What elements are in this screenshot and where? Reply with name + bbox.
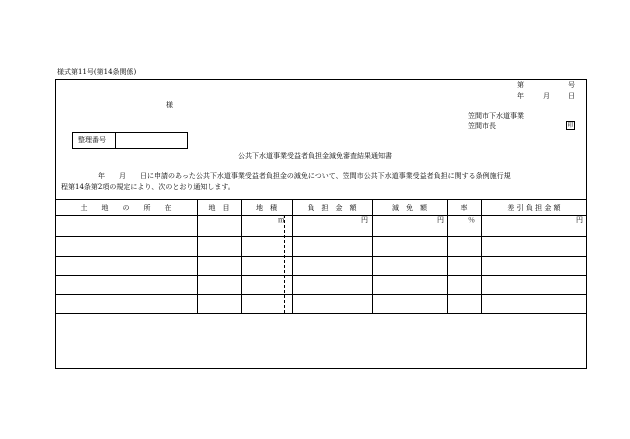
issuer-org: 笠間市下水道事業 <box>468 112 524 120</box>
body-line-2: 程第14条第2項の規定により、次のとおり通知します。 <box>61 183 235 191</box>
header-area: 地 積 <box>256 204 277 212</box>
table-col-line <box>292 199 293 313</box>
body-line-1: 年 月 日に申請のあった公共下水道事業受益者負担金の減免について、笠間市公共下水道事業受益者負担に関する条例施行規 <box>98 172 511 180</box>
table-row-line <box>55 236 587 237</box>
header-net: 差 引 負 担 金 額 <box>507 204 561 212</box>
document-title: 公共下水道事業受益者負担金減免審査結果通知書 <box>238 152 392 160</box>
header-charge: 負 担 金 額 <box>307 204 357 212</box>
ref-number-divider <box>115 132 116 149</box>
form-frame <box>55 79 587 369</box>
ref-number-label: 整理番号 <box>78 136 106 144</box>
unit-rate: ％ <box>468 216 475 224</box>
date-month-label: 月 <box>543 92 550 100</box>
table-row-line <box>55 275 587 276</box>
doc-number-suffix: 号 <box>568 81 575 89</box>
table-bottom-line <box>55 313 587 314</box>
unit-net: 円 <box>576 216 583 224</box>
header-location: 土 地 の 所 在 <box>80 204 172 212</box>
addressee-honorific: 様 <box>166 101 173 109</box>
table-col-line <box>197 199 198 313</box>
table-col-line <box>241 199 242 313</box>
table-row-line <box>55 294 587 295</box>
unit-reduction: 円 <box>437 216 444 224</box>
unit-charge: 円 <box>361 216 368 224</box>
table-dashed-line <box>284 215 285 313</box>
table-col-line <box>372 199 373 313</box>
table-col-line <box>481 199 482 313</box>
form-number: 様式第11号(第14条関係) <box>57 68 137 76</box>
header-land-category: 地 目 <box>208 204 230 212</box>
table-col-line <box>447 199 448 313</box>
issuer-mayor: 笠間市長 <box>468 122 496 130</box>
unit-area: ㎡ <box>278 216 285 224</box>
date-day-label: 日 <box>568 92 575 100</box>
table-top-line <box>55 199 587 200</box>
table-row-line <box>55 256 587 257</box>
header-reduction: 減 免 額 <box>392 204 427 212</box>
doc-number-prefix: 第 <box>517 81 524 89</box>
table-header-line <box>55 215 587 216</box>
seal-mark: 印 <box>567 122 574 129</box>
date-year-label: 年 <box>517 92 524 100</box>
header-rate: 率 <box>460 204 468 212</box>
